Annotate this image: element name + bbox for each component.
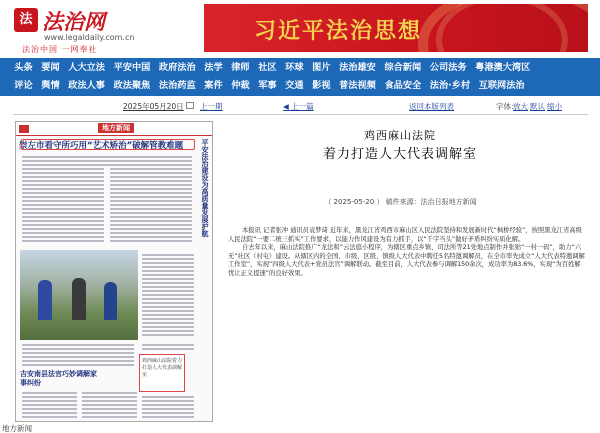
paper-headline[interactable]: 崇左市看守所巧用“艺术矫治”破解管教难题 — [19, 141, 184, 151]
footer-section-label[interactable]: 地方新闻 — [2, 424, 32, 433]
article-body — [228, 227, 586, 278]
nav-item[interactable]: 图片 — [312, 62, 331, 73]
nav-item[interactable]: 互联网法治 — [478, 80, 525, 91]
article-paragraph-2: 自去年以来，麻山法院推广“龙法和”云法庭小程序，为辖区重点乡镇、司法所等21处地点制作并张贴“一村一码”，助力“六无”社区（村屯）建设。从辖区内的全国、市级、区级、镇级人大代表中聘任5名特邀调解员，在全市率先成立“人大代表特邀调解工作室”，实现“四级人大代表+党员法官”调解联动。截至目前，人大代表参与调解150余次，成功率为83.6%，实现“为百姓解忧让正义提速”的良好效果。 — [228, 244, 585, 277]
logo-slogan: 法治中国 一网奉社 — [22, 45, 98, 54]
nav-item[interactable]: 普法视频 — [339, 80, 376, 91]
nav-item[interactable]: 环球 — [285, 62, 304, 73]
nav-item[interactable]: 仲裁 — [231, 80, 250, 91]
logo-mark-icon: 法 — [14, 8, 38, 32]
nav-item[interactable]: 公司法务 — [429, 62, 467, 73]
nav-item[interactable]: 综合新闻 — [384, 62, 422, 73]
article-paragraph-1: 本报讯 记者张冲 通讯员袁梦琦 近年来，黑龙江省鸡西市麻山区人民法院坚持和发展新时代“枫桥经验”，按照黑龙江省高级人民法院“一要二统三抓实”工作要求，以能力作风建设为有力抓手，以“千字当头”做好矛盾纠纷实质化解。 — [228, 227, 582, 243]
logo-url: www.legaldaily.com.cn — [44, 33, 135, 42]
nav-item[interactable]: 法治雄安 — [339, 62, 376, 73]
nav-item[interactable]: 案件 — [204, 80, 223, 91]
nav-item[interactable]: 法学 — [204, 62, 223, 73]
nav-item[interactable]: 法治·乡村 — [429, 80, 471, 91]
page-number-badge — [19, 125, 29, 133]
prev-issue-link[interactable]: 上一期 — [200, 102, 223, 111]
nav-item[interactable]: 头条 — [14, 62, 33, 73]
nav-item[interactable]: 食品安全 — [384, 80, 422, 91]
nav-row-1 — [0, 59, 600, 78]
site-header — [0, 0, 600, 58]
main-nav — [0, 58, 600, 96]
selected-article-box[interactable] — [139, 354, 185, 392]
nav-item[interactable]: 交通 — [285, 80, 304, 91]
header-banner[interactable] — [204, 4, 588, 52]
newspaper-page-image[interactable] — [15, 121, 213, 422]
nav-item[interactable]: 要闻 — [41, 62, 60, 73]
font-smaller-link[interactable]: 缩小 — [547, 102, 562, 111]
issue-date[interactable]: 2025年05月20日 — [123, 102, 184, 111]
nav-item[interactable]: 影视 — [312, 80, 331, 91]
nav-item[interactable]: 人大立法 — [68, 62, 105, 73]
paper-photo — [20, 250, 138, 340]
nav-item[interactable]: 评论 — [14, 80, 33, 91]
nav-item[interactable]: 政府法治 — [158, 62, 196, 73]
site-logo[interactable] — [14, 6, 204, 52]
nav-item[interactable]: 军事 — [258, 80, 277, 91]
banner-text: 习近平法治思想 — [254, 18, 423, 44]
prev-article-link[interactable]: ◀ 上一篇 — [283, 102, 314, 111]
nav-item[interactable]: 平安中国 — [113, 62, 151, 73]
nav-row-2 — [0, 77, 600, 96]
nav-item[interactable]: 政法聚焦 — [113, 80, 151, 91]
headline-highlight-box[interactable] — [21, 139, 195, 150]
calendar-icon[interactable] — [186, 102, 194, 109]
article-title-line2: 着力打造人大代表调解室 — [322, 147, 477, 162]
paper-section-name: 地方新闻 — [98, 123, 134, 133]
nav-item[interactable]: 粤港澳大湾区 — [475, 62, 531, 73]
paper-vertical-headline[interactable]: 平安法治建设为高质量发展护航 — [201, 139, 209, 237]
selected-article-label: 鸡西麻山法院着力打造人大代表调解室 — [142, 358, 183, 378]
nav-item[interactable]: 律师 — [231, 62, 250, 73]
divider — [13, 114, 588, 115]
article-title-line1: 鸡西麻山法院 — [364, 129, 436, 142]
font-bigger-link[interactable]: 放大 — [513, 102, 528, 111]
font-default-link[interactable]: 默认 — [530, 102, 545, 111]
nav-item[interactable]: 政法人事 — [68, 80, 105, 91]
nav-item[interactable]: 法治药监 — [158, 80, 196, 91]
nav-item[interactable]: 舆情 — [41, 80, 60, 91]
back-to-list-link[interactable]: 返回本版列表 — [409, 102, 454, 111]
article-meta: （ 2025-05-20 ） 稿件来源：法治日报地方新闻 — [324, 198, 477, 206]
logo-title: 法治网 — [42, 9, 105, 34]
font-size-label: 字体: — [496, 102, 514, 111]
issue-toolbar — [0, 101, 600, 114]
paper-section-headline[interactable]: 吉安南县法官巧妙调解家事纠纷 — [20, 370, 97, 387]
nav-item[interactable]: 社区 — [258, 62, 277, 73]
paper-header — [16, 122, 213, 136]
